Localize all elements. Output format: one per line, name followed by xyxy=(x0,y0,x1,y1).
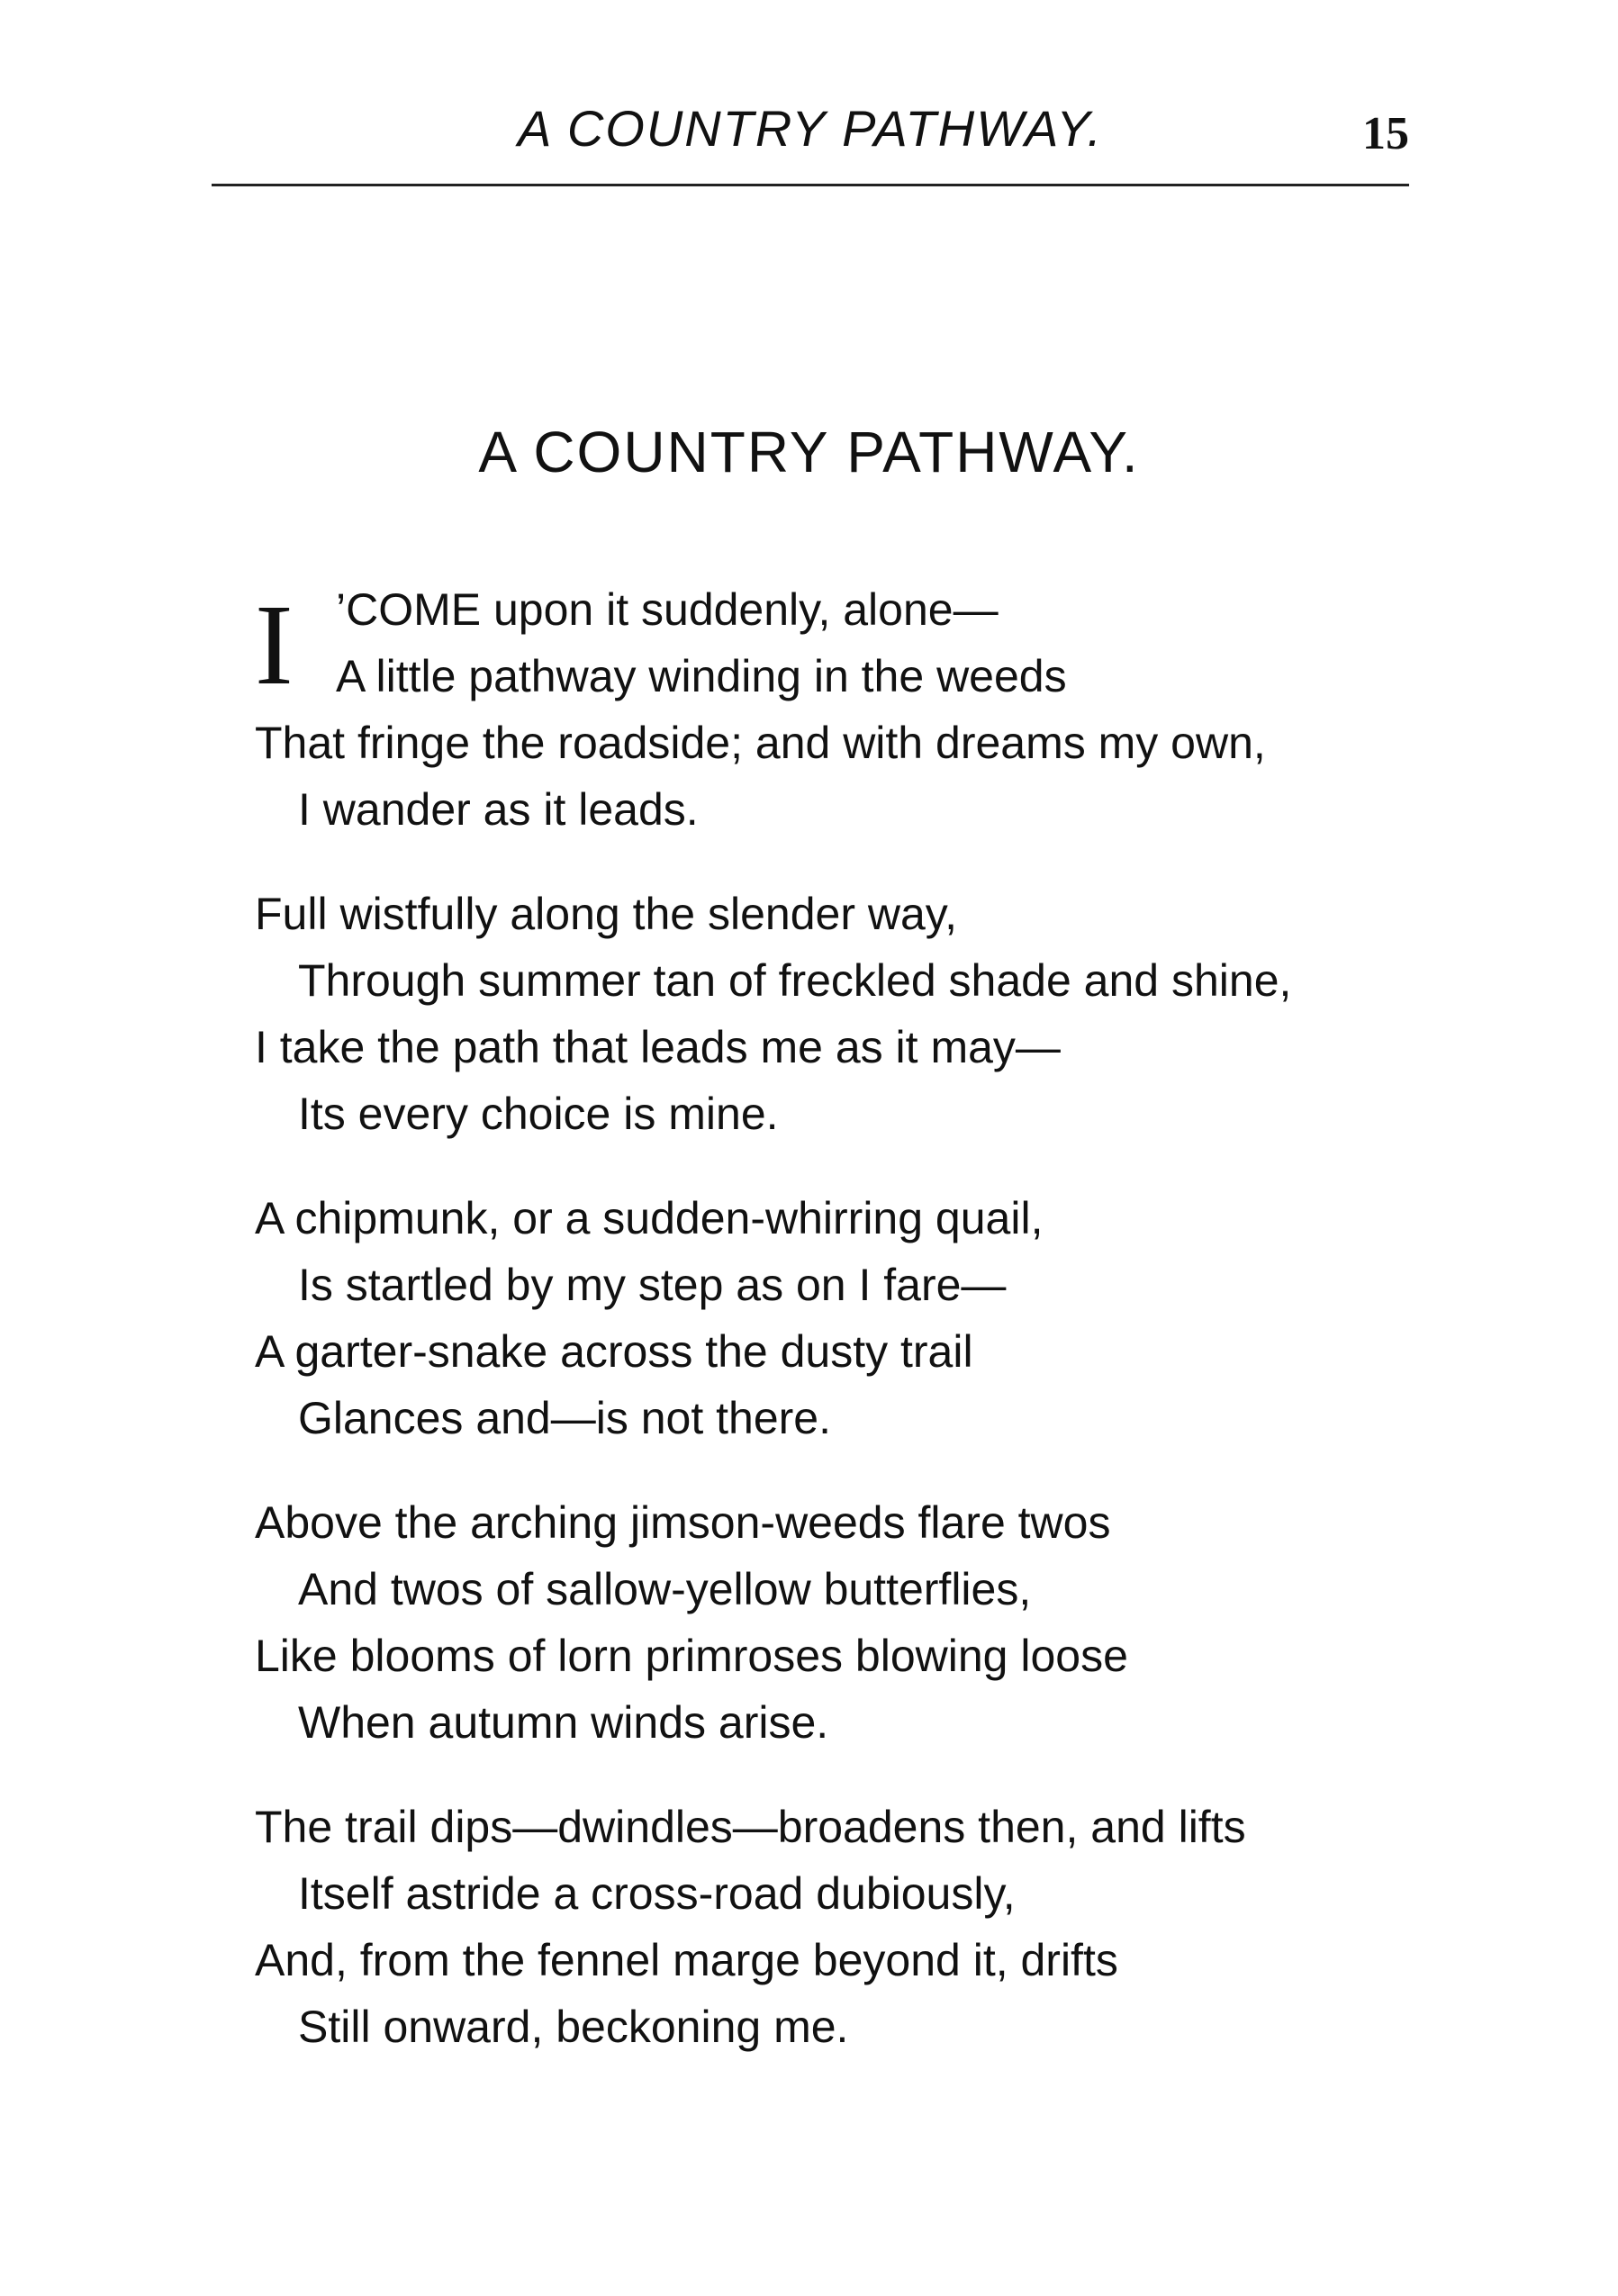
stanza-3 xyxy=(255,1185,1425,1451)
stanza-1 xyxy=(255,576,1425,843)
poem-line: And twos of sallow-yellow butterflies, xyxy=(298,1564,1032,1614)
stanza-5 xyxy=(255,1794,1425,2060)
poem-line: Through summer tan of freckled shade and shine, xyxy=(298,955,1292,1006)
poem-line: I take the path that leads me as it may— xyxy=(255,1022,1061,1072)
poem-line: ’COME upon it suddenly, alone— xyxy=(336,584,999,635)
poem-line: A little pathway winding in the weeds xyxy=(336,651,1067,701)
poem-line: Its every choice is mine. xyxy=(298,1089,779,1139)
poem-line: Glances and—is not there. xyxy=(298,1393,831,1443)
poem-line: A chipmunk, or a sudden-whirring quail, xyxy=(255,1193,1044,1243)
page-number: 15 xyxy=(1362,108,1409,159)
poem-line: Itself astride a cross-road dubiously, xyxy=(298,1868,1016,1919)
poem-line: Still onward, beckoning me. xyxy=(298,2002,849,2052)
poem-line: Full wistfully along the slender way, xyxy=(255,889,957,939)
poem-line: The trail dips—dwindles—broadens then, and lifts xyxy=(255,1802,1246,1852)
poem-line: A garter-snake across the dusty trail xyxy=(255,1326,973,1377)
poem-line: I wander as it leads. xyxy=(298,784,699,835)
poem-line: That fringe the roadside; and with dreams my own, xyxy=(255,718,1266,768)
header-rule xyxy=(212,184,1409,186)
poem-line: When autumn winds arise. xyxy=(298,1697,829,1748)
stanza-2 xyxy=(255,881,1425,1147)
drop-cap: I xyxy=(255,581,294,709)
poem-line: And, from the fennel marge beyond it, drifts xyxy=(255,1935,1118,1985)
poem-body xyxy=(255,576,1425,2098)
poem-title: A COUNTRY PATHWAY. xyxy=(478,420,1140,484)
running-title: A COUNTRY PATHWAY. xyxy=(517,100,1104,157)
poem-line: Like blooms of lorn primroses blowing loose xyxy=(255,1631,1128,1681)
page-header xyxy=(212,100,1409,185)
poem-line: Above the arching jimson-weeds flare twos xyxy=(255,1497,1111,1548)
poem-line: Is startled by my step as on I fare— xyxy=(298,1260,1007,1310)
stanza-4 xyxy=(255,1489,1425,1756)
